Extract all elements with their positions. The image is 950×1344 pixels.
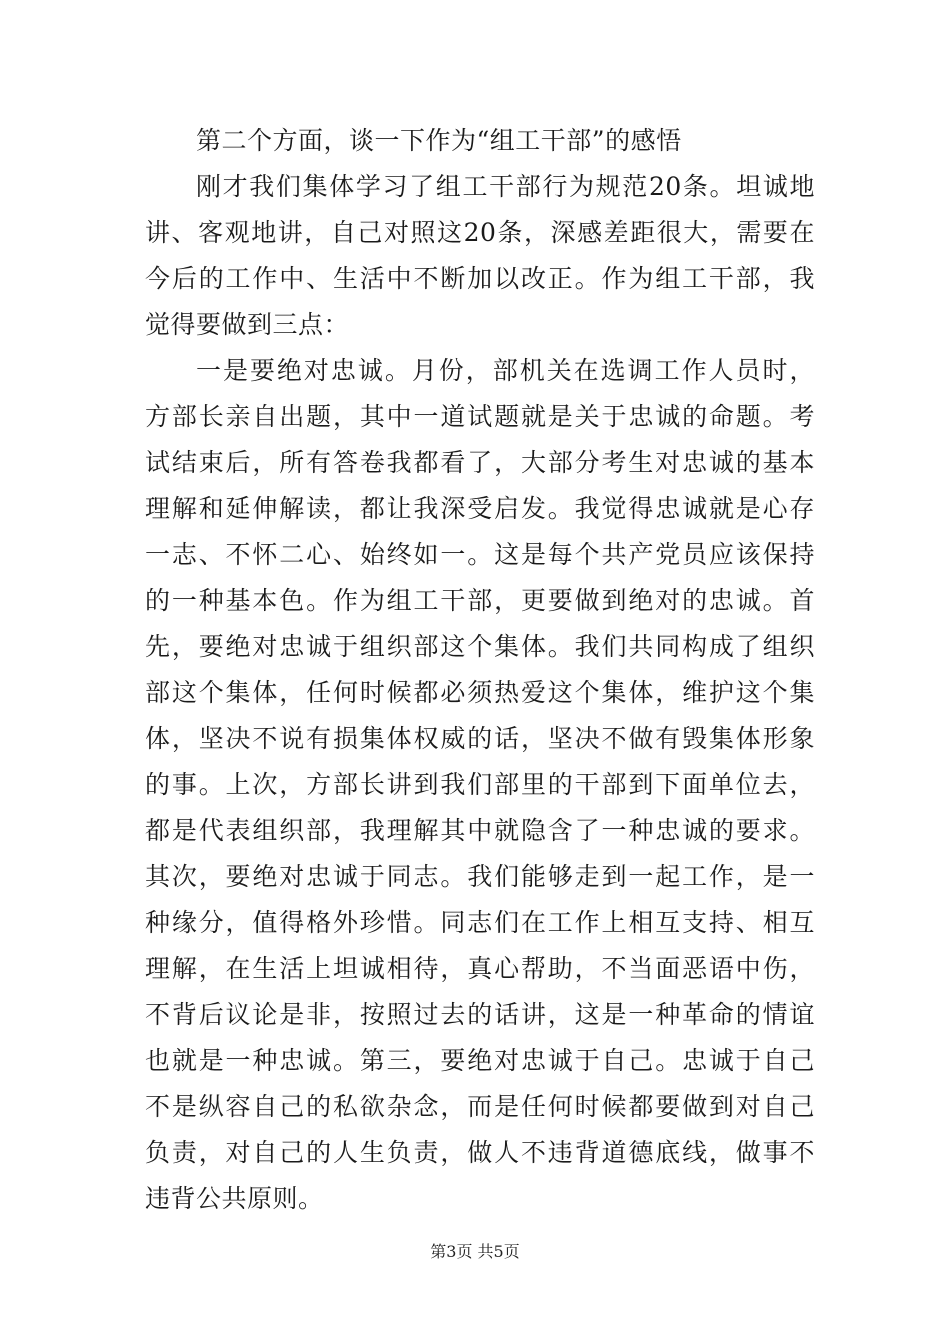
paragraph-line: 种缘分，值得格外珍惜。同志们在工作上相互支持、相互: [145, 908, 815, 937]
paragraph-line: 理解，在生活上坦诚相待，真心帮助，不当面恶语中伤，: [145, 954, 815, 983]
paragraph-line: 今后的工作中、生活中不断加以改正。作为组工干部，我: [145, 264, 815, 293]
paragraph-line: 违背公共原则。: [145, 1184, 324, 1213]
paragraph-line: 部这个集体，任何时候都必须热爱这个集体，维护这个集: [145, 678, 815, 707]
paragraph-line: 体，坚决不说有损集体权威的话，坚决不做有毁集体形象: [145, 724, 815, 753]
paragraph-line: 不背后议论是非，按照过去的话讲，这是一种革命的情谊: [145, 1000, 815, 1029]
paragraph-line: 一志、不怀二心、始终如一。这是每个共产党员应该保持: [145, 540, 815, 569]
paragraph-line: 都是代表组织部，我理解其中就隐含了一种忠诚的要求。: [145, 816, 815, 845]
paragraph-line: 讲、客观地讲，自己对照这20条，深感差距很大，需要在: [145, 218, 815, 247]
paragraph-line: 方部长亲自出题，其中一道试题就是关于忠诚的命题。考: [145, 402, 815, 431]
paragraph-line: 理解和延伸解读，都让我深受启发。我觉得忠诚就是心存: [145, 494, 815, 523]
paragraph-line: 也就是一种忠诚。第三，要绝对忠诚于自己。忠诚于自己: [145, 1046, 815, 1075]
paragraph-line: 的一种基本色。作为组工干部，更要做到绝对的忠诚。首: [145, 586, 815, 615]
paragraph-line: 其次，要绝对忠诚于同志。我们能够走到一起工作，是一: [145, 862, 815, 891]
paragraph-line: 的事。上次，方部长讲到我们部里的干部到下面单位去，: [145, 770, 815, 799]
paragraph-line: 不是纵容自己的私欲杂念，而是任何时候都要做到对自己: [145, 1092, 815, 1121]
paragraph-line: 一是要绝对忠诚。月份，部机关在选调工作人员时，: [196, 356, 815, 385]
paragraph-line: 先，要绝对忠诚于组织部这个集体。我们共同构成了组织: [145, 632, 815, 661]
paragraph-line: 刚才我们集体学习了组工干部行为规范20条。坦诚地: [196, 172, 815, 201]
paragraph-line: 觉得要做到三点：: [145, 310, 350, 339]
section-heading: 第二个方面，谈一下作为“组工干部”的感悟: [196, 126, 682, 155]
page-number-footer: 第3页 共5页: [430, 1242, 520, 1261]
paragraph-line: 负责，对自己的人生负责，做人不违背道德底线，做事不: [145, 1138, 815, 1167]
paragraph-line: 试结束后，所有答卷我都看了，大部分考生对忠诚的基本: [145, 448, 815, 477]
